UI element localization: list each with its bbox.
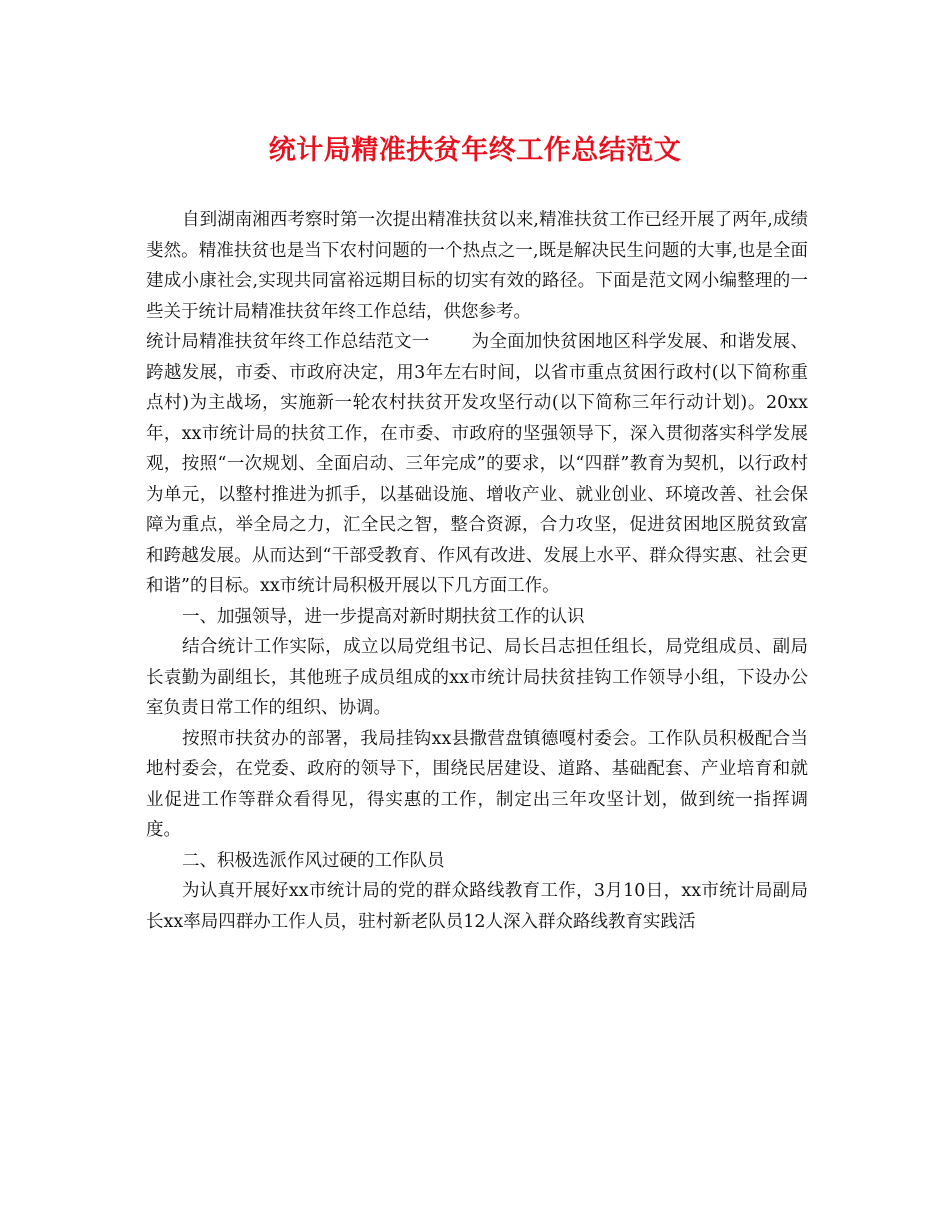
section1-heading: 一、加强领导，进一步提高对新时期扶贫工作的认识 bbox=[182, 606, 585, 627]
sample-heading: 统计局精准扶贫年终工作总结范文一 bbox=[146, 332, 430, 352]
section1-paragraph-2: 按照市扶贫办的部署，我局挂钩xx县撒营盘镇德嘎村委会。工作队员积极配合当地村委会，在党委、政府的领导下，围绕民居建设、道路、基础配套、产业培育和就业促进工作等群众看得见，得实惠的工作，制定出三年攻坚计划，做到统一指挥调度。 bbox=[146, 728, 808, 840]
document-title: 统计局精准扶贫年终工作总结范文 bbox=[268, 135, 682, 166]
document-body bbox=[146, 205, 808, 937]
section1-paragraph-1: 结合统计工作实际，成立以局党组书记、局长吕志担任组长，局党组成员、副局长袁勤为副组长，其他班子成员组成的xx市统计局扶贫挂钩工作领导小组，下设办公室负责日常工作的组织、协调。 bbox=[146, 637, 808, 718]
sample-paragraph bbox=[146, 327, 808, 602]
section2-paragraph-1: 为认真开展好xx市统计局的党的群众路线教育工作，3月10日，xx市统计局副局长xx率局四群办工作人员，驻村新老队员12人深入群众路线教育实践活 bbox=[146, 881, 808, 932]
intro-paragraph: 自到湖南湘西考察时第一次提出精准扶贫以来,精准扶贫工作已经开展了两年,成绩斐然。精准扶贫也是当下农村问题的一个热点之一,既是解决民生问题的大事,也是全面建成小康社会,实现共同富裕远期目标的切实有效的路径。下面是范文网小编整理的一些关于统计局精准扶贫年终工作总结，供您参考。 bbox=[146, 210, 808, 322]
section2-heading: 二、积极选派作风过硬的工作队员 bbox=[182, 850, 445, 871]
sample-body: 为全面加快贫困地区科学发展、和谐发展、跨越发展，市委、市政府决定，用3年左右时间，以省市重点贫困行政村(以下简称重点村)为主战场，实施新一轮农村扶贫开发攻坚行动(以下简称三年行动计划)。20xx年，xx市统计局的扶贫工作，在市委、市政府的坚强领导下，深入贯彻落实科学发展观，按照“一次规划、全面启动、三年完成”的要求，以“四群”教育为契机，以行政村为单元，以整村推进为抓手，以基础设施、增收产业、就业创业、环境改善、社会保障为重点，举全局之力，汇全民之智，整合资源，合力攻坚，促进贫困地区脱贫致富和跨越发展。从而达到“干部受教育、作风有改进、发展上水平、群众得实惠、社会更和谐”的目标。xx市统计局积极开展以下几方面工作。 bbox=[146, 332, 809, 596]
